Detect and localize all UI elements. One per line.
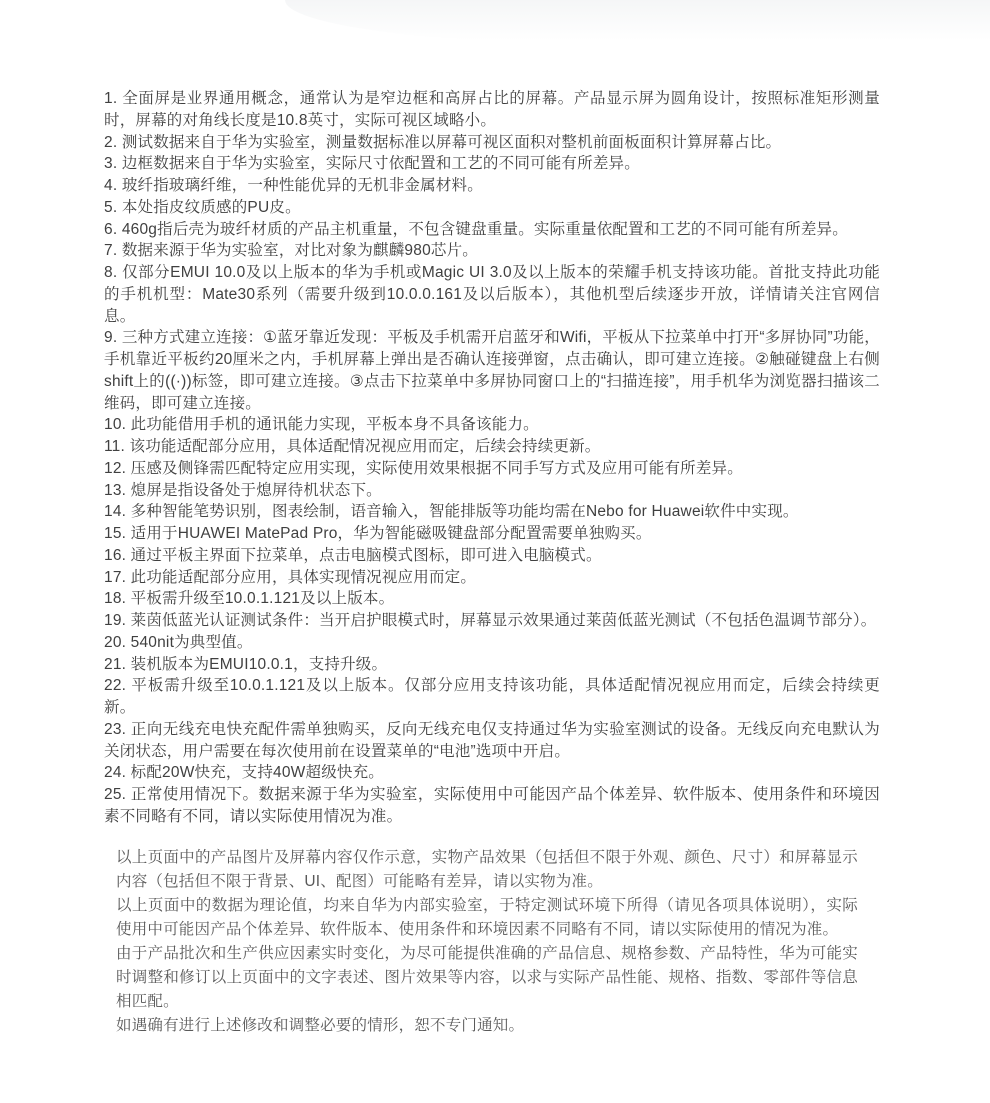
previous-section-fade-decor: [285, 0, 990, 44]
footnote-item: 18. 平板需升级至10.0.1.121及以上版本。: [104, 590, 395, 608]
footnotes-list: [104, 88, 880, 828]
footnote-item: 5. 本处指皮纹质感的PU皮。: [104, 198, 301, 216]
footnote-item: 25. 正常使用情况下。数据来源于华为实验室，实际使用中可能因产品个体差异、软件版本、使用条件和环境因素不同略有不同，请以实际使用情况为准。: [104, 786, 880, 825]
footnote-item: 10. 此功能借用手机的通讯能力实现，平板本身不具备该能力。: [104, 416, 539, 434]
footnote-item: 16. 通过平板主界面下拉菜单，点击电脑模式图标，即可进入电脑模式。: [104, 546, 602, 564]
footnote-item: 15. 适用于HUAWEI MatePad Pro，华为智能磁吸键盘部分配置需要单独购买。: [104, 525, 652, 542]
footnote-item: 1. 全面屏是业界通用概念，通常认为是窄边框和高屏占比的屏幕。产品显示屏为圆角设计，按照标准矩形测量时，屏幕的对角线长度是10.8英寸，实际可视区域略小。: [104, 90, 880, 129]
disclaimer-paragraph: 以上页面中的数据为理论值，均来自华为内部实验室，于特定测试环境下所得（请见各项具体说明），实际使用中可能因产品个体差异、软件版本、使用条件和环境因素不同略有不同，请以实际使用的情况为准。: [116, 897, 858, 938]
footnote-item: 12. 压感及侧锋需匹配特定应用实现，实际使用效果根据不同手写方式及应用可能有所差异。: [104, 459, 743, 477]
footnote-item: 17. 此功能适配部分应用，具体实现情况视应用而定。: [104, 568, 477, 586]
footnote-item: 6. 460g指后壳为玻纤材质的产品主机重量，不包含键盘重量。实际重量依配置和工艺的不同可能有所差异。: [104, 220, 848, 238]
footnote-item: 11. 该功能适配部分应用，具体适配情况视应用而定，后续会持续更新。: [104, 438, 601, 455]
disclaimer-paragraph: 如遇确有进行上述修改和调整必要的情形，恕不专门通知。: [116, 1017, 525, 1034]
footnote-item: 4. 玻纤指玻璃纤维，一种性能优异的无机非金属材料。: [104, 177, 483, 194]
footnote-item: 8. 仅部分EMUI 10.0及以上版本的华为手机或Magic UI 3.0及以上版本的荣耀手机支持该功能。首批支持此功能的手机机型：Mate30系列（需要升级到10.0.0.161及以后版本），其他机型后续逐步开放，详情请关注官网信息。: [104, 264, 880, 325]
footnote-item: 21. 装机版本为EMUI10.0.1，支持升级。: [104, 655, 388, 673]
footnote-item: 22. 平板需升级至10.0.1.121及以上版本。仅部分应用支持该功能，具体适配情况视应用而定，后续会持续更新。: [104, 677, 880, 716]
disclaimer-block: [116, 846, 858, 1038]
disclaimer-paragraph: 由于产品批次和生产供应因素实时变化，为尽可能提供准确的产品信息、规格参数、产品特性，华为可能实时调整和修订以上页面中的文字表述、图片效果等内容，以求与实际产品性能、规格、指数、零部件等信息相匹配。: [116, 945, 858, 1010]
footnote-item: 14. 多种智能笔势识别，图表绘制，语音输入，智能排版等功能均需在Nebo for Huawei软件中实现。: [104, 503, 799, 521]
footnote-item: 23. 正向无线充电快充配件需单独购买，反向无线充电仅支持通过华为实验室测试的设备。无线反向充电默认为关闭状态，用户需要在每次使用前在设置菜单的“电池”选项中开启。: [104, 720, 880, 760]
footnote-item: 20. 540nit为典型值。: [104, 633, 253, 651]
footnote-item: 2. 测试数据来自于华为实验室，测量数据标准以屏幕可视区面积对整机前面板面积计算屏幕占比。: [104, 133, 782, 151]
footnote-item: 7. 数据来源于华为实验室，对比对象为麒麟980芯片。: [104, 242, 478, 260]
footnote-item: 9. 三种方式建立连接：①蓝牙靠近发现：平板及手机需开启蓝牙和Wifi，平板从下拉菜单中打开“多屏协同”功能，手机靠近平板约20厘米之内，手机屏幕上弹出是否确认连接弹窗，点击确认，即可建立连接。②触碰键盘上右侧shift上的((·))标签，即可建立连接。③点击下拉菜单中多屏协同窗口上的“扫描连接”，用手机华为浏览器扫描该二维码，即可建立连接。: [104, 329, 880, 412]
footnote-item: 24. 标配20W快充，支持40W超级快充。: [104, 764, 384, 782]
footnote-item: 13. 熄屏是指设备处于熄屏待机状态下。: [104, 481, 382, 499]
footnote-item: 19. 莱茵低蓝光认证测试条件：当开启护眼模式时，屏幕显示效果通过莱茵低蓝光测试（不包括色温调节部分）。: [104, 612, 877, 629]
footnote-item: 3. 边框数据来自于华为实验室，实际尺寸依配置和工艺的不同可能有所差异。: [104, 155, 640, 173]
disclaimer-paragraph: 以上页面中的产品图片及屏幕内容仅作示意，实物产品效果（包括但不限于外观、颜色、尺寸）和屏幕显示内容（包括但不限于背景、UI、配图）可能略有差异，请以实物为准。: [116, 849, 858, 890]
